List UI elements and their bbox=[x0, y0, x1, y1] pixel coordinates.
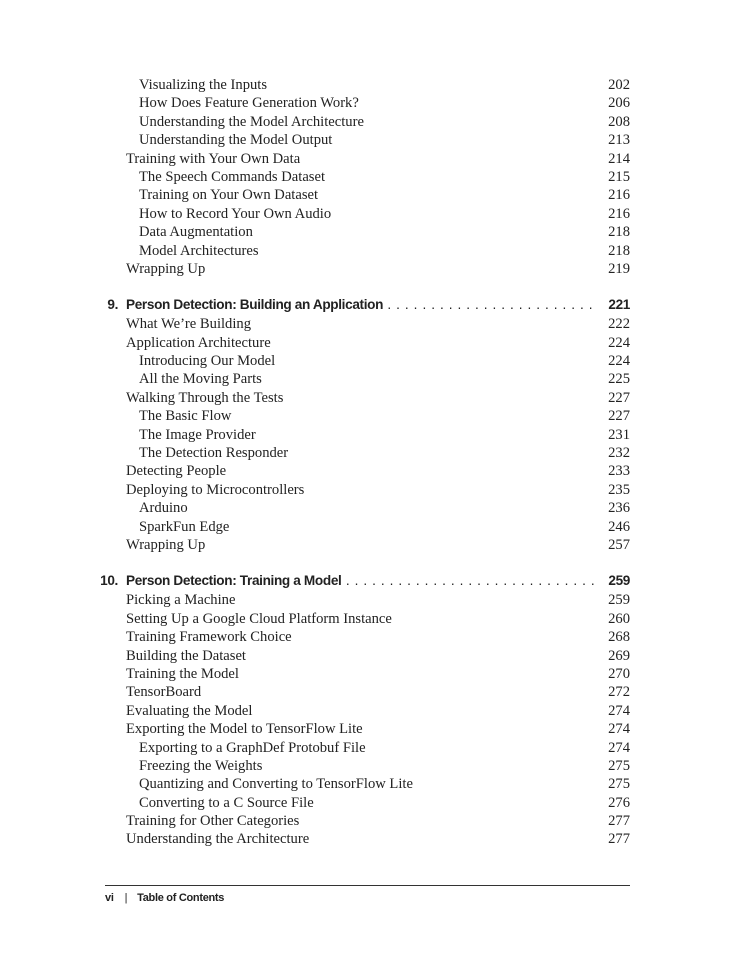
toc-entry-page-number: 213 bbox=[608, 132, 630, 149]
toc-subsection-entry[interactable] bbox=[0, 94, 735, 112]
toc-entry-page-number: 270 bbox=[608, 665, 630, 682]
chapter-number: 10. bbox=[100, 573, 118, 589]
chapter-heading[interactable] bbox=[0, 571, 735, 591]
toc-entry-label[interactable]: Understanding the Model Output bbox=[139, 132, 333, 149]
footer-rule bbox=[105, 885, 630, 886]
toc-entry-label[interactable]: Wrapping Up bbox=[126, 536, 206, 553]
toc-entry-label[interactable]: Deploying to Microcontrollers bbox=[126, 481, 305, 498]
toc-entry-page-number: 274 bbox=[608, 721, 630, 738]
toc-entry-page-number: 218 bbox=[608, 242, 630, 259]
toc-subsection-entry[interactable] bbox=[0, 794, 735, 812]
toc-subsection-entry[interactable] bbox=[0, 131, 735, 149]
toc-entry-label[interactable]: Exporting to a GraphDef Protobuf File bbox=[139, 739, 366, 756]
toc-section-entry[interactable] bbox=[0, 389, 735, 407]
toc-section-entry[interactable] bbox=[0, 830, 735, 848]
toc-entry-label[interactable]: Training Framework Choice bbox=[126, 629, 292, 646]
toc-entry-page-number: 275 bbox=[608, 757, 630, 774]
toc-entry-page-number: 219 bbox=[608, 260, 630, 277]
toc-entry-label[interactable]: The Basic Flow bbox=[139, 408, 232, 425]
toc-entry-label[interactable]: Data Augmentation bbox=[139, 224, 253, 241]
toc-entry-label[interactable]: Understanding the Architecture bbox=[126, 831, 310, 848]
toc-entry-label[interactable]: Visualizing the Inputs bbox=[139, 77, 268, 93]
toc-entry-label[interactable]: Understanding the Model Architecture bbox=[139, 113, 364, 130]
toc-entry-label[interactable]: Wrapping Up bbox=[126, 260, 206, 277]
toc-subsection-entry[interactable] bbox=[0, 242, 735, 260]
toc-section-entry[interactable] bbox=[0, 628, 735, 646]
toc-entry-page-number: 235 bbox=[608, 481, 630, 498]
toc-subsection-entry[interactable] bbox=[0, 757, 735, 775]
toc-subsection-entry[interactable] bbox=[0, 407, 735, 425]
chapter-number: 9. bbox=[107, 297, 118, 313]
toc-subsection-entry[interactable] bbox=[0, 444, 735, 462]
toc-section-entry[interactable] bbox=[0, 812, 735, 830]
toc-entry-label[interactable]: TensorBoard bbox=[126, 684, 202, 701]
toc-entry-page-number: 202 bbox=[608, 77, 630, 93]
toc-entry-label[interactable]: The Speech Commands Dataset bbox=[139, 168, 326, 185]
toc-subsection-entry[interactable] bbox=[0, 518, 735, 536]
toc-entry-page-number: 224 bbox=[608, 334, 630, 351]
toc-entry-page-number: 259 bbox=[608, 592, 630, 609]
toc-entry-label[interactable]: Building the Dataset bbox=[126, 647, 246, 664]
toc-entry-page-number: 218 bbox=[608, 224, 630, 241]
footer-page-number: vi bbox=[105, 892, 114, 904]
toc-entry-label[interactable]: SparkFun Edge bbox=[139, 518, 230, 535]
toc-subsection-entry[interactable] bbox=[0, 739, 735, 757]
toc-section-entry[interactable] bbox=[0, 591, 735, 609]
chapter-page-number: 259 bbox=[608, 573, 630, 589]
toc-subsection-entry[interactable] bbox=[0, 186, 735, 204]
toc-entry-label[interactable]: What We’re Building bbox=[126, 316, 252, 333]
toc-entry-label[interactable]: Application Architecture bbox=[126, 334, 271, 351]
toc-entry-page-number: 222 bbox=[608, 316, 630, 333]
toc-section-entry[interactable] bbox=[0, 462, 735, 480]
toc-entry-label[interactable]: All the Moving Parts bbox=[139, 371, 262, 388]
toc-entry-label[interactable]: Freezing the Weights bbox=[139, 757, 263, 774]
toc-section-entry[interactable] bbox=[0, 610, 735, 628]
toc-entry-page-number: 274 bbox=[608, 739, 630, 756]
chapter-title[interactable]: Person Detection: Training a Model . . . bbox=[126, 571, 598, 591]
toc-entry-label[interactable]: Training with Your Own Data bbox=[126, 150, 301, 167]
toc-entry-page-number: 277 bbox=[608, 813, 630, 830]
footer-separator: | bbox=[124, 892, 128, 904]
toc-subsection-entry[interactable] bbox=[0, 775, 735, 793]
toc-entry-label[interactable]: Walking Through the Tests bbox=[126, 389, 284, 406]
toc-section-entry[interactable] bbox=[0, 665, 735, 683]
page-footer bbox=[105, 890, 224, 906]
toc-entry-label[interactable]: Model Architectures bbox=[139, 242, 259, 259]
toc-entry-label[interactable]: How to Record Your Own Audio bbox=[139, 205, 332, 222]
toc-entry-page-number: 275 bbox=[608, 776, 630, 793]
toc-section-entry[interactable] bbox=[0, 334, 735, 352]
toc-subsection-entry[interactable] bbox=[0, 76, 735, 94]
toc-entry-label[interactable]: Training for Other Categories bbox=[126, 813, 300, 830]
toc-entry-page-number: 246 bbox=[608, 518, 630, 535]
chapter-page-number: 221 bbox=[608, 297, 630, 313]
toc-section-entry[interactable] bbox=[0, 720, 735, 738]
toc-entry-page-number: 268 bbox=[608, 629, 630, 646]
toc-entry-page-number: 231 bbox=[608, 426, 630, 443]
chapter-title[interactable]: Person Detection: Building an Application . . . bbox=[126, 295, 598, 315]
toc-entry-label[interactable]: Evaluating the Model bbox=[126, 702, 253, 719]
toc-entry-page-number: 225 bbox=[608, 371, 630, 388]
toc-subsection-entry[interactable] bbox=[0, 499, 735, 517]
toc-entry-page-number: 232 bbox=[608, 445, 630, 462]
toc-subsection-entry[interactable] bbox=[0, 352, 735, 370]
toc-entry-label[interactable]: Quantizing and Converting to TensorFlow Lite bbox=[139, 776, 413, 793]
toc-entry-page-number: 269 bbox=[608, 647, 630, 664]
toc-entry-page-number: 215 bbox=[608, 168, 630, 185]
toc-entry-label[interactable]: Converting to a C Source File bbox=[139, 794, 314, 811]
toc-entry-page-number: 236 bbox=[608, 500, 630, 517]
toc-section-entry[interactable] bbox=[0, 536, 735, 554]
toc-entry-label[interactable]: Arduino bbox=[139, 500, 188, 517]
toc-section-entry[interactable] bbox=[0, 683, 735, 701]
toc-entry-label[interactable]: How Does Feature Generation Work? bbox=[139, 95, 359, 112]
toc-subsection-entry[interactable] bbox=[0, 223, 735, 241]
toc-subsection-entry[interactable] bbox=[0, 113, 735, 131]
toc-entry-page-number: 206 bbox=[608, 95, 630, 112]
toc-section-entry[interactable] bbox=[0, 702, 735, 720]
toc-entry-label[interactable]: Setting Up a Google Cloud Platform Instance bbox=[126, 610, 392, 627]
toc-entry-page-number: 233 bbox=[608, 463, 630, 480]
toc-entry-page-number: 276 bbox=[608, 794, 630, 811]
toc-subsection-entry[interactable] bbox=[0, 426, 735, 444]
toc-entry-label[interactable]: Training on Your Own Dataset bbox=[139, 187, 319, 204]
toc-entry-page-number: 227 bbox=[608, 389, 630, 406]
toc-entry-page-number: 277 bbox=[608, 831, 630, 848]
toc-section-entry[interactable] bbox=[0, 481, 735, 499]
toc-entry-page-number: 208 bbox=[608, 113, 630, 130]
toc-subsection-entry[interactable] bbox=[0, 168, 735, 186]
toc-subsection-entry[interactable] bbox=[0, 205, 735, 223]
chapter-heading[interactable] bbox=[0, 295, 735, 315]
toc-entry-page-number: 257 bbox=[608, 536, 630, 553]
toc-entry-page-number: 227 bbox=[608, 408, 630, 425]
toc-section-entry[interactable] bbox=[0, 315, 735, 333]
toc-entry-label[interactable]: Introducing Our Model bbox=[139, 353, 276, 370]
toc-entry-label[interactable]: The Detection Responder bbox=[139, 445, 289, 462]
toc-entry-page-number: 274 bbox=[608, 702, 630, 719]
toc-entry-label[interactable]: The Image Provider bbox=[139, 426, 256, 443]
toc-entry-page-number: 272 bbox=[608, 684, 630, 701]
toc-entry-label[interactable]: Training the Model bbox=[126, 665, 239, 682]
toc-entry-page-number: 214 bbox=[608, 150, 630, 167]
toc-entry-page-number: 224 bbox=[608, 353, 630, 370]
footer-running-title: Table of Contents bbox=[137, 892, 225, 904]
toc-entry-page-number: 216 bbox=[608, 205, 630, 222]
toc-entry-page-number: 260 bbox=[608, 610, 630, 627]
toc-entry-page-number: 216 bbox=[608, 187, 630, 204]
toc-section-entry[interactable] bbox=[0, 260, 735, 278]
toc-section-entry[interactable] bbox=[0, 150, 735, 168]
toc-entry-label[interactable]: Exporting the Model to TensorFlow Lite bbox=[126, 721, 363, 738]
toc-entry-label[interactable]: Picking a Machine bbox=[126, 592, 236, 609]
toc-section-entry[interactable] bbox=[0, 647, 735, 665]
toc-entry-label[interactable]: Detecting People bbox=[126, 463, 227, 480]
toc-subsection-entry[interactable] bbox=[0, 370, 735, 388]
table-of-contents bbox=[0, 76, 735, 849]
